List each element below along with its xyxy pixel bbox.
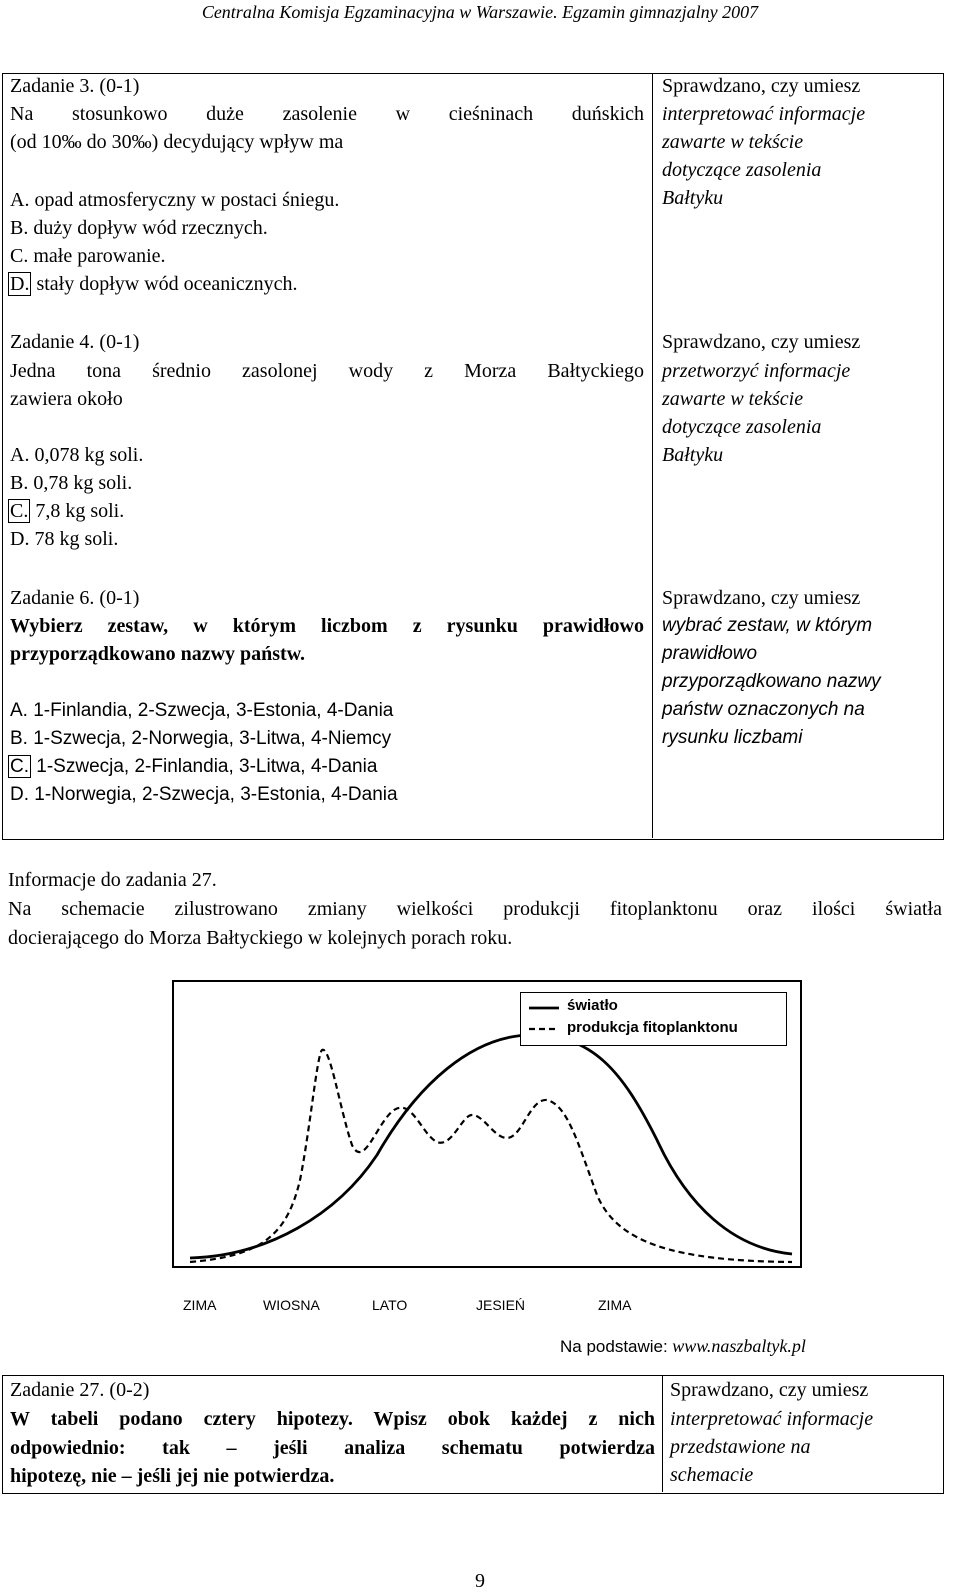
- task3-question-line1: Na stosunkowo duże zasolenie w cieśninach duńskich: [10, 103, 644, 125]
- diagram-legend: [520, 992, 787, 1046]
- task27-check-title: Sprawdzano, czy umiesz: [670, 1379, 869, 1401]
- task4-question-line2: zawiera około: [10, 388, 123, 410]
- task4-options: [10, 441, 143, 553]
- season-label-summer: LATO: [372, 1297, 408, 1313]
- season-label-winter-1: ZIMA: [183, 1297, 217, 1313]
- season-label-winter-2: ZIMA: [598, 1297, 632, 1313]
- task27-line1: W tabeli podano cztery hipotezy. Wpisz obok każdej z nich: [10, 1408, 655, 1430]
- task6-option-c[interactable]: C. 1-Szwecja, 2-Finlandia, 3-Litwa, 4-Dania: [10, 756, 378, 777]
- task6-question-line1: Wybierz zestaw, w którym liczbom z rysunku prawidłowo: [10, 615, 644, 637]
- task3-question-line2: (od 10‰ do 30‰) decydujący wpływ ma: [10, 131, 344, 153]
- task4-check-title: Sprawdzano, czy umiesz: [662, 331, 861, 353]
- task3-options: [10, 186, 339, 298]
- legend-light-label: światło: [567, 997, 618, 1014]
- task3-check-title: Sprawdzano, czy umiesz: [662, 75, 861, 97]
- legend-phytoplankton-label: produkcja fitoplanktonu: [567, 1019, 738, 1036]
- info-line2: docierającego do Morza Bałtyckiego w kolejnych porach roku.: [8, 927, 513, 949]
- task6-question-line2: przyporządkowano nazwy państw.: [10, 643, 306, 665]
- legend-solid-line-icon: [529, 1006, 559, 1010]
- task3-option-c[interactable]: C. małe parowanie.: [10, 245, 166, 267]
- task4-option-d[interactable]: D. 78 kg soli.: [10, 528, 119, 550]
- task3-option-b[interactable]: B. duży dopływ wód rzecznych.: [10, 217, 268, 239]
- page-header: Centralna Komisja Egzaminacyjna w Warszawie. Egzamin gimnazjalny 2007: [201, 2, 759, 22]
- task6-option-b[interactable]: B. 1-Szwecja, 2-Norwegia, 3-Litwa, 4-Niemcy: [10, 728, 392, 749]
- phytoplankton-curve: [190, 1050, 792, 1262]
- task6-answer-mark: C.: [10, 756, 29, 777]
- task6-option-a[interactable]: A. 1-Finlandia, 2-Szwecja, 3-Estonia, 4-Dania: [10, 700, 394, 721]
- info-line1: Na schemacie zilustrowano zmiany wielkości produkcji fitoplanktonu oraz ilości światła: [8, 898, 942, 920]
- info-title: Informacje do zadania 27.: [8, 869, 217, 891]
- tasks-table-divider: [652, 73, 653, 838]
- season-label-spring: WIOSNA: [263, 1297, 320, 1313]
- task4-option-c[interactable]: C. 7,8 kg soli.: [10, 500, 125, 522]
- task4-title: Zadanie 4. (0-1): [10, 331, 140, 353]
- task27-line2: odpowiednio: tak – jeśli analiza schematu potwierdza: [10, 1437, 655, 1459]
- task3-title: Zadanie 3. (0-1): [10, 75, 140, 97]
- task3-option-a[interactable]: A. opad atmosferyczny w postaci śniegu.: [10, 189, 340, 211]
- page-number: 9: [475, 1570, 485, 1592]
- task27-check-text: interpretować informacje przedstawione na schemacie: [670, 1408, 874, 1486]
- task4-check-text: przetworzyć informacje zawarte w tekście dotyczące zasolenia Bałtyku: [662, 360, 851, 466]
- task4-option-a[interactable]: A. 0,078 kg soli.: [10, 444, 144, 466]
- task3-answer-mark: D.: [10, 273, 30, 295]
- task6-check-text: wybrać zestaw, w którym prawidłowo przyporządkowano nazwy państw oznaczonych na rysunku liczbami: [662, 615, 881, 748]
- task6-option-d[interactable]: D. 1-Norwegia, 2-Szwecja, 3-Estonia, 4-Dania: [10, 784, 398, 805]
- task27-table-divider: [662, 1375, 663, 1492]
- task4-question-line1: Jedna tona średnio zasolonej wody z Morza Bałtyckiego: [10, 360, 644, 382]
- task3-option-d[interactable]: D. stały dopływ wód oceanicznych.: [10, 273, 298, 295]
- season-label-autumn: JESIEŃ: [476, 1297, 526, 1313]
- source-note: [560, 1332, 806, 1361]
- task6-title: Zadanie 6. (0-1): [10, 587, 140, 609]
- task4-option-b[interactable]: B. 0,78 kg soli.: [10, 472, 133, 494]
- legend-dashed-line-icon: [529, 1027, 559, 1031]
- task27-title: Zadanie 27. (0-2): [10, 1379, 150, 1401]
- source-label: Na podstawie:: [560, 1337, 668, 1356]
- task3-check-text: interpretować informacje zawarte w tekście dotyczące zasolenia Bałtyku: [662, 103, 866, 209]
- task27-line3: hipotezę, nie – jeśli jej nie potwierdza.: [10, 1465, 335, 1487]
- task4-answer-mark: C.: [10, 500, 29, 522]
- source-url[interactable]: www.naszbaltyk.pl: [672, 1336, 806, 1356]
- task6-check-title: Sprawdzano, czy umiesz: [662, 587, 861, 609]
- task6-options: [10, 697, 398, 809]
